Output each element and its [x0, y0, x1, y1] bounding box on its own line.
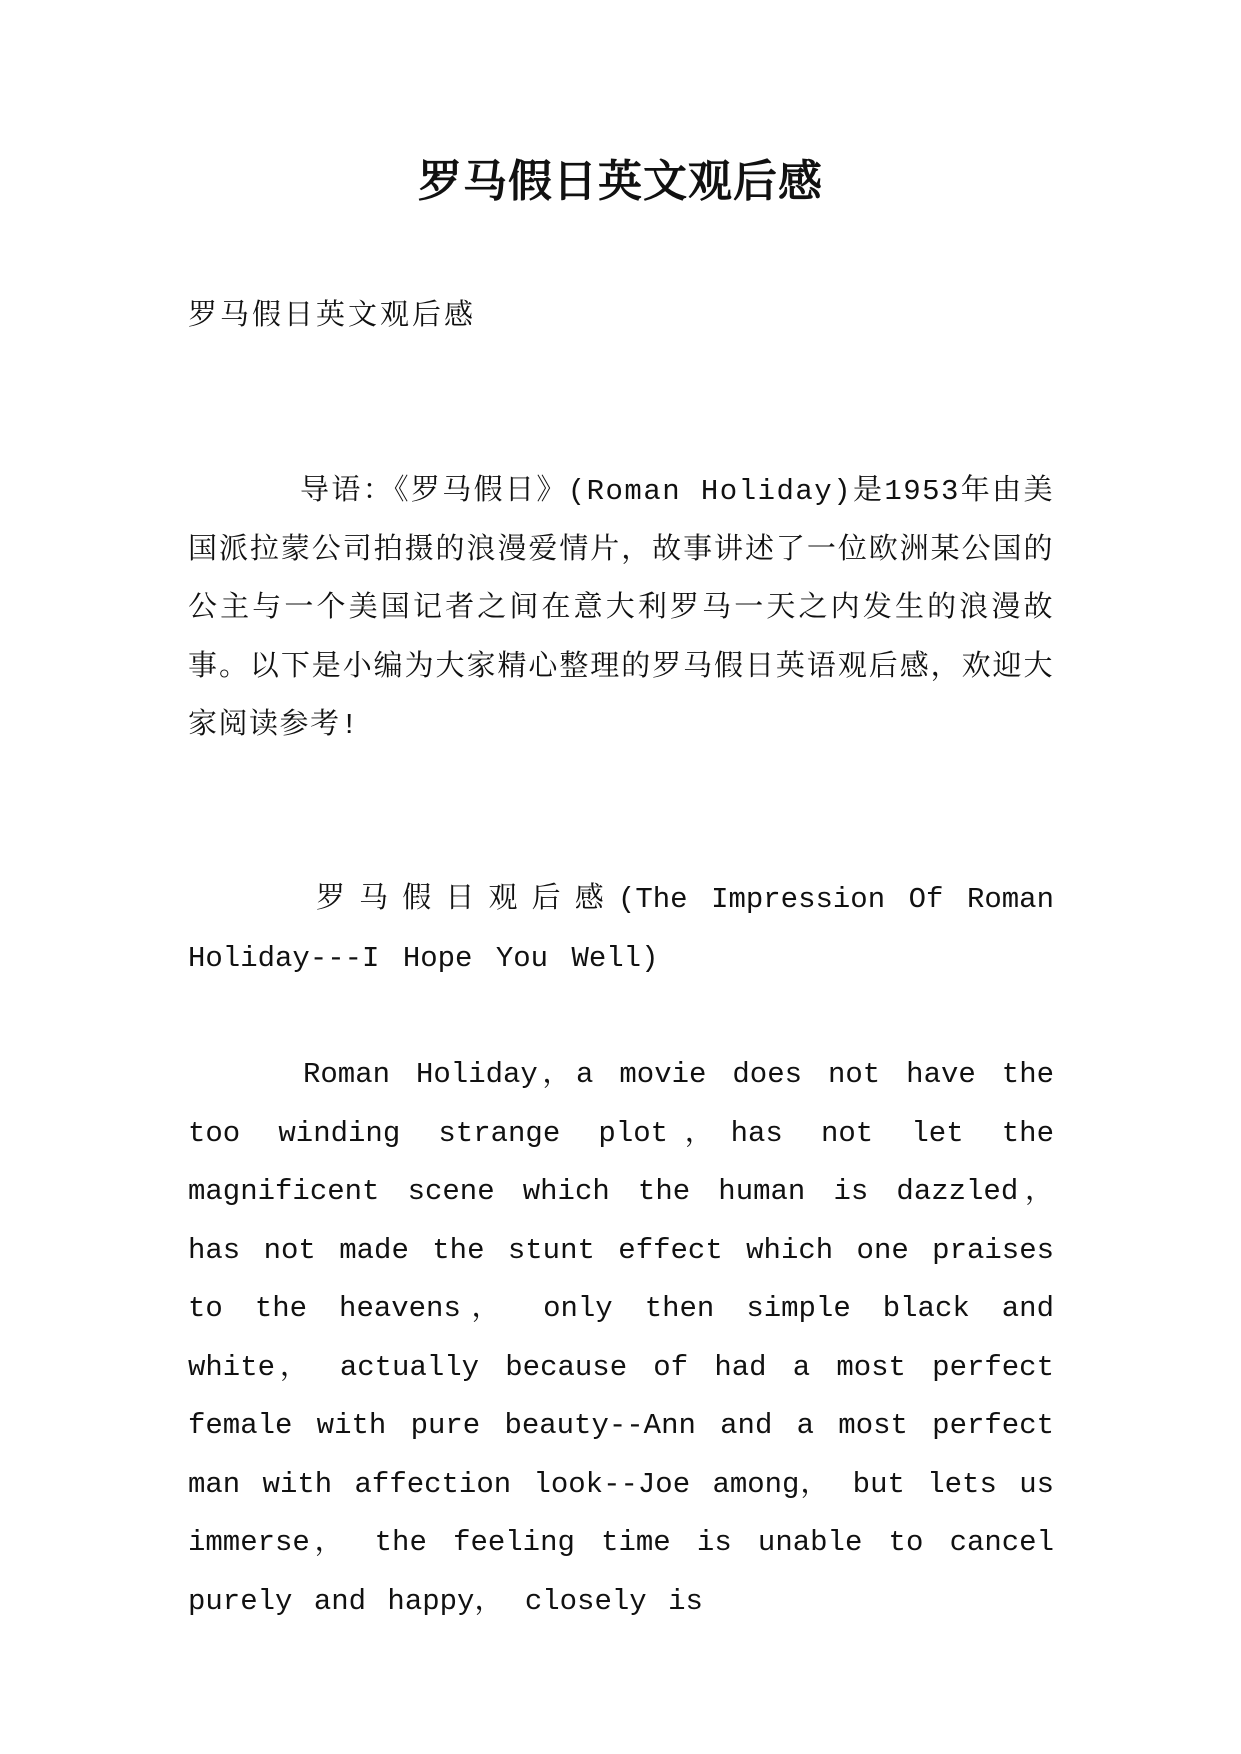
section-heading-en: (The Impression Of Roman Holiday---I Hope You Well) — [188, 883, 1054, 975]
document-subtitle: 罗马假日英文观后感 — [188, 300, 477, 333]
body-paragraph: Roman Holiday，a movie does not have the too winding strange plot，has not let the magnificent scene which the human is dazzled， has not made the stunt effect which one praises to the heavens， only then simple black and white， actually because of had a most perfect female with pure beauty--Ann and a most perfect man with affection look--Joe among， but lets us immerse， the feeling time is unable to cancel purely and happy， closely is — [188, 1058, 1054, 1618]
document-title: 罗马假日英文观后感 — [418, 156, 823, 207]
intro-paragraph: 导语：《罗马假日》(Roman Holiday)是1953年由美国派拉蒙公司拍摄的浪漫爱情片，故事讲述了一位欧洲某公国的公主与一个美国记者之间在意大利罗马一天之内发生的浪漫故事。以下是小编为大家精心整理的罗马假日英语观后感，欢迎大家阅读参考! — [188, 475, 1054, 742]
section-heading-cjk: 罗马假日观后感 — [316, 883, 618, 916]
section-heading — [188, 871, 1054, 988]
